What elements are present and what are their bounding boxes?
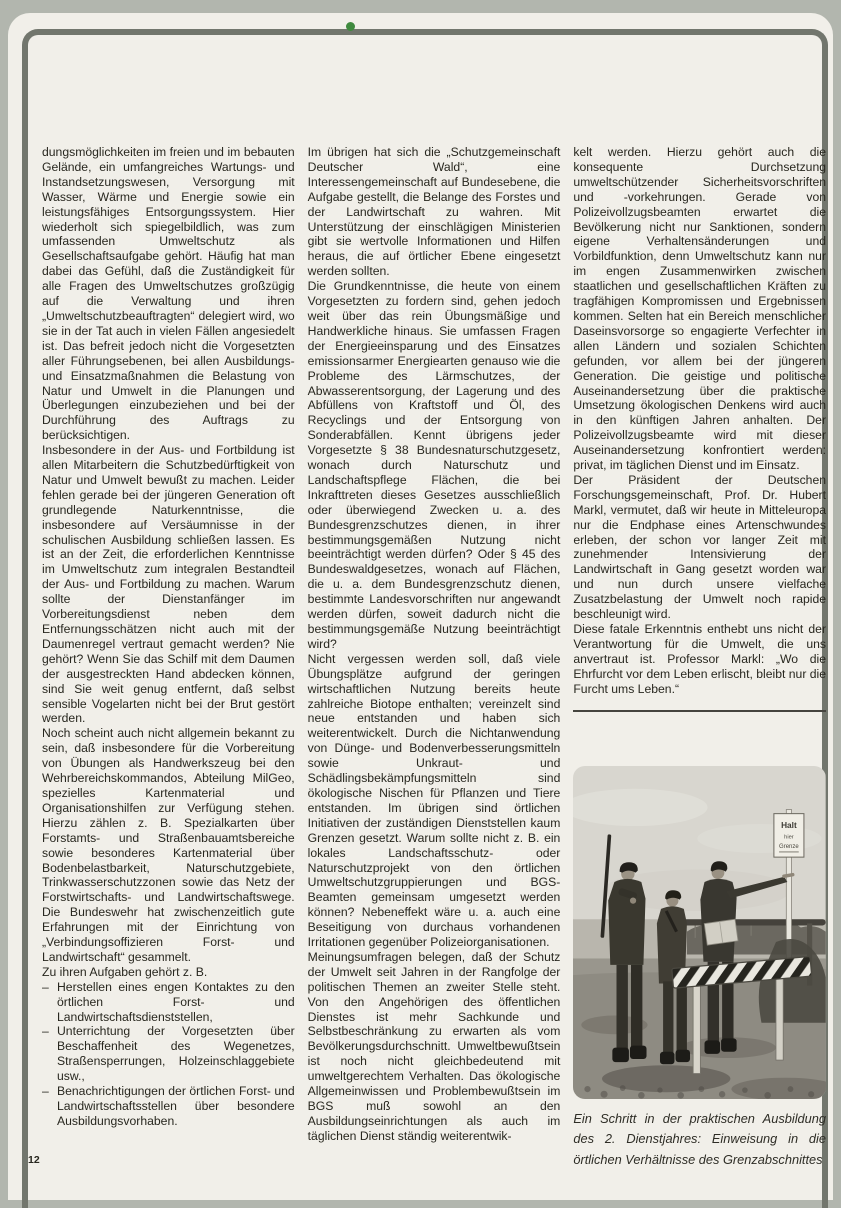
- page-number: 12: [28, 1154, 40, 1166]
- column-middle: [308, 145, 561, 1170]
- photo-figure: [573, 766, 826, 1171]
- column-right: [573, 145, 826, 1170]
- article-body: [42, 145, 826, 1170]
- paragraph: kelt werden. Hierzu gehört auch die konsequente Durchsetzung umweltschützender Sicherheitsvorschriften und -vorkehrungen. Gerade von Polizeivollzugsbeamten erwartet die Bevölkerung nicht nur Sanktionen, sondern eigene Verhaltensänderungen und Vorbildfunktion, denn Umweltschutz kann nur im engen Zusammenwirken zwischen staatlichen und gesellschaftlichen Kräften zu tragfähigen Kompromissen und Ergebnissen kommen. Selten hat ein Bereich menschlicher Daseinsvorsorge so engagierte Verfechter in allen Ländern und sozialen Schichten gefunden, vor allem bei der jüngeren Generation. Die geistige und politische Auseinandersetzung über die praktische Umsetzung ökologischen Denkens wird auch in den künftigen Jahren anhalten. Der Polizeivollzugsbeamte wird mit dieser Auseinandersetzung konfrontiert werden: privat, im täglichen Dienst und im Einsatz.: [573, 145, 827, 473]
- paragraph: dungsmöglichkeiten im freien und im bebauten Gelände, ein umfangreiches Wartungs- und Instandsetzungswesen, Versorgung mit Wasser, Wärme und Energie sowie ein leistungsfähiges Entsorgungssystem. Hier wiederholt sich spiegelbildlich, was zum umfassenden Umweltschutz als Gesellschaftsaufgabe gehört. Häufig hat man dabei das Gefühl, daß die Zuständigkeit für alle Fragen des Umweltschutzes großzügig auf die Verwaltung und ihren „Umweltschutzbeauftragten“ delegiert wird, wo sie in der Tat auch in vielen Fällen angesiedelt ist. Das befreit jedoch nicht die Vorgesetzten aller Führungsebenen, bei allen Ausbildungs- und Einsatzmaßnahmen die Belastung von Natur und Umwelt in die Planungen und Überlegungen einzubeziehen und bei der Durchführung des Auftrags zu berücksichtigen.: [42, 145, 295, 443]
- list-item: [42, 980, 295, 1025]
- paragraph: Diese fatale Erkenntnis enthebt uns nicht der Verantwortung für die Umwelt, die uns anvertraut ist. Professor Markl: „Wo die Ehrfurcht vor dem Leben erlischt, bleibt nur die Furcht ums Leben.“: [573, 622, 827, 696]
- paragraph: Die Grundkenntnisse, die heute von einem Vorgesetzten zu fordern sind, gehen jedoch weit über das rein Übungsmäßige und Handwerkliche hinaus. Sie umfassen Fragen der Energieeinsparung und des Einsatzes emissionsarmer Energiearten genauso wie die Probleme des Lärmschutzes, der Abwasserentsorgung, der Lagerung und des Abfüllens von Kraftstoff und Öl, des Recyclings und der Entsorgung von Sonderabfällen. Kennt übrigens jeder Vorgesetzte § 38 Bundesnaturschutzgesetz, wonach durch Naturschutz und Landschaftspflege Flächen, die bei Inkrafttreten dieses Gesetzes ausschließlich oder überwiegend Zwecken u. a. des Bundesgrenzschutzes dienen, in ihrer bestimmungsgemäßen Nutzung nicht beeinträchtigt werden dürfen? Oder § 45 des Bundeswaldgesetzes, wonach auf Flächen, die u. a. dem Bundesgrenzschutz dienen, bestimmte Landesvorschriften nur angewandt werden dürfen, soweit dadurch nicht die bestimmungsgemäße Nutzung beeinträchtigt wird?: [307, 279, 561, 651]
- paragraph: Nicht vergessen werden soll, daß viele Übungsplätze aufgrund der geringen wirtschaftlichen Nutzung bereits heute zahlreiche Biotope enthalten; vereinzelt sind neue entstanden und haben sich weiterentwickelt. Durch die Nichtanwendung von Dünge- und Bodenverbesserungsmitteln sowie Unkraut- und Schädlingsbekämpfungsmitteln sind ökologische Nischen für Pflanzen und Tiere entstanden. Im übrigen sind örtlichen Initiativen der zuständigen Dienststellen kaum Grenzen gesetzt. Warum sollte nicht z. B. ein lokales Landschaftsschutz- oder Naturschutzprojekt von den örtlichen Umweltschutzgruppierungen und BGS-Beamten gemeinsam umgesetzt werden können? Nebeneffekt wäre u. a. auch eine Beseitigung von durchaus vorhandenen Irritationen gegenüber Polizeiorganisationen.: [307, 651, 561, 950]
- list-item-text: Herstellen eines engen Kontaktes zu den örtlichen Forst- und Landwirtschaftsdienststellen,: [57, 979, 295, 1024]
- dash-marker: –: [42, 979, 49, 994]
- list-item: [42, 1024, 295, 1084]
- magazine-page: [8, 13, 833, 1200]
- list-item-text: Unterrichtung der Vorgesetzten über Beschaffenheit des Wegenetzes, Straßensperrungen, Holzeinschlaggebiete usw.,: [57, 1024, 295, 1084]
- paragraph: Zu ihren Aufgaben gehört z. B.: [42, 964, 208, 979]
- dash-marker: –: [42, 1084, 49, 1099]
- section-divider: [573, 710, 826, 712]
- sign-line-1: Halt: [781, 820, 798, 830]
- paragraph: Insbesondere in der Aus- und Fortbildung ist allen Mitarbeitern die Schutzbedürftigkeit von Natur und Umwelt bewußt zu machen. Leider fehlen gerade bei der jüngeren Generation oft grundlegende Naturkenntnisse, die insbesondere auf Versäumnisse in der schulischen Ausbildung schließen lassen. Es ist an der Zeit, die erforderlichen Kenntnisse im Umweltschutz zum integralen Bestandteil der Aus- und Fortbildung zu machen. Warum sollte der Dienstanfänger im Vorbereitungsdienst neben dem Entfernungsschätzen nicht auch mit der Daumenregel vertraut gemacht werden? Nie gehört? Wenn Sie das Schilf mit dem Daumen der ausgestreckten Hand abdecken können, sind Sie weit genug entfernt, daß selbst sensible Vogelarten nicht bei der Brut gestört werden.: [42, 443, 295, 726]
- list-item: [42, 1084, 295, 1129]
- photo-caption: Ein Schritt in der praktischen Ausbildung des 2. Dienstjahres: Einweisung in die örtlichen Verhältnisse des Grenzabschnittes: [573, 1110, 827, 1167]
- dash-marker: –: [42, 1024, 49, 1039]
- paragraph: Meinungsumfragen belegen, daß der Schutz der Umwelt seit Jahren in der Rangfolge der politischen Themen an zweiter Stelle steht. Von den Angehörigen des öffentlichen Dienstes ist mehr Sachkunde und Selbstbeschränkung zu erwarten als vom Bevölkerungsdurchschnitt. Umweltbewußtsein ist noch nicht gleichbedeutend mit umweltgerechtem Verhalten. Das ökologische Allgemeinwissen und Problembewußtsein im BGS muß sowohl an den Ausbildungseinrichtungen als auch im täglichen Dienst ständig weiterentwik-: [307, 949, 561, 1143]
- paragraph: Der Präsident der Deutschen Forschungsgemeinschaft, Prof. Dr. Hubert Markl, vermutet, daß wir heute in Mitteleuropa nur die Endphase eines Artenschwundes erleben, der schon vor langer Zeit mit zunehmender Intensivierung der Landwirtschaft in Gang gesetzt worden war und nun durch unsere vielfache Zusatzbelastung der Umwelt noch rapide beschleunigt wird.: [573, 472, 827, 622]
- paragraph: Im übrigen hat sich die „Schutzgemeinschaft Deutscher Wald“, eine Interessengemeinschaft auf Bundesebene, die Aufgabe gestellt, die Belange des Forstes und der Landwirtschaft zu wahren. Mit Unterstützung der einschlägigen Ministerien gibt sie wertvolle Informationen und Hilfen heraus, die auf örtlicher Ebene eingesetzt werden sollten.: [307, 145, 561, 279]
- sign-line-2: hier: [784, 834, 794, 841]
- green-speck: [346, 22, 355, 31]
- paragraph: Noch scheint auch nicht allgemein bekannt zu sein, daß insbesondere für die Vorbereitung von Übungen als Handwerkszeug bei den Wehrbereichskommandos, Abteilung MilGeo, spezielles Kartenmaterial und Organisationshilfen zur Verfügung stehen. Hierzu zählen z. B. Spezialkarten über Forstamts- und Straßenbauamtsbereiche sowie besonderes Kartenmaterial über Bodenbelastbarkeit, Naturschutzgebiete, Trinkwasserschutzzonen sowie das Netz der Forstwirtschafts- und Landwirtschaftswege. Die Bundeswehr hat zwischenzeitlich gute Erfahrungen mit der Einrichtung von „Verbindungsoffizieren Forst- und Landwirtschaft“ gesammelt.: [42, 726, 295, 964]
- border-training-photo: [573, 766, 826, 1099]
- sign-line-3: Grenze: [779, 843, 800, 850]
- list-item-text: Benachrichtigungen der örtlichen Forst- und Landwirtschaftsstellen über besondere Ausbildungsvorhaben.: [57, 1084, 295, 1128]
- column-left: [42, 145, 295, 1170]
